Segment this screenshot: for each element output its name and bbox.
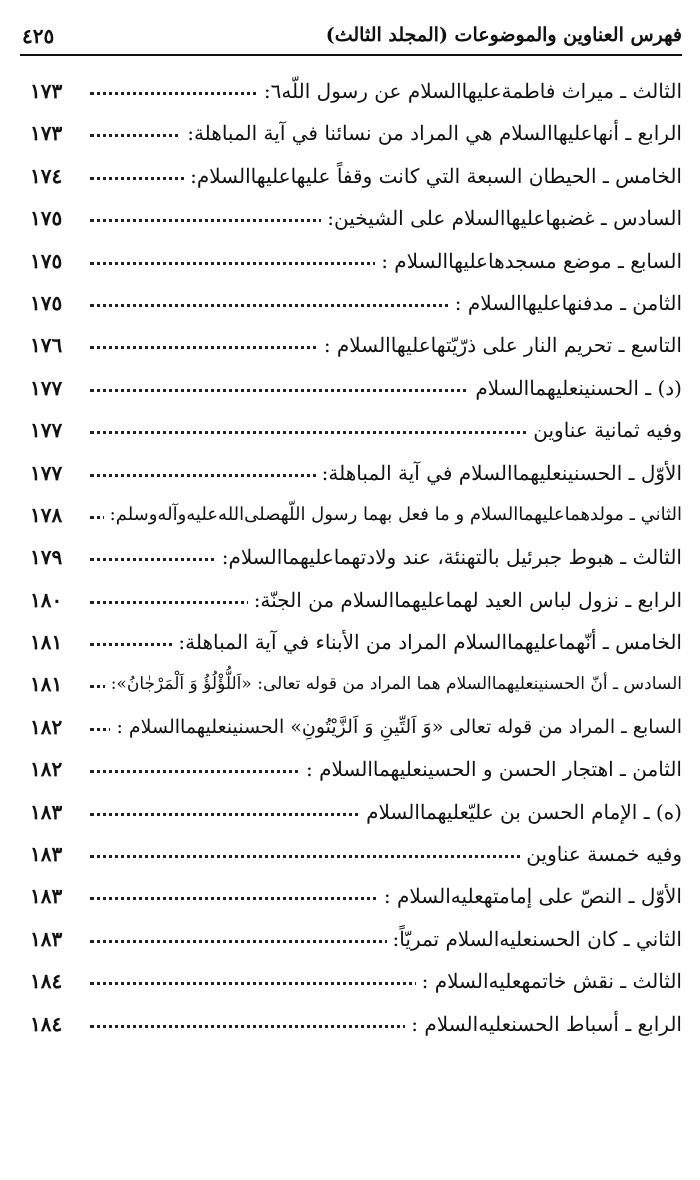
toc-entry	[30, 326, 682, 368]
toc-entry-page: ١٧٩	[30, 544, 70, 570]
toc-entry	[30, 665, 682, 707]
toc-entry-page: ١٨٢	[30, 714, 70, 740]
toc-entry	[30, 793, 682, 835]
toc-entry-page: ١٨٣	[30, 799, 70, 825]
toc-entry-title: الخامس ـ أنّهماعليهما‌السلام المراد من الأبناء في آية المباهلة:	[172, 629, 682, 655]
toc-entry	[30, 284, 682, 326]
toc-entry-page: ١٨٢	[30, 756, 70, 782]
toc-entry	[30, 962, 682, 1004]
toc-entry	[30, 114, 682, 156]
toc-entry	[30, 581, 682, 623]
toc-entry	[30, 242, 682, 284]
toc-entry-page: ١٨١	[30, 629, 70, 655]
toc-entry-page: ١٨٠	[30, 587, 70, 613]
toc-entry-title: الثامن ـ مدفنهاعليها‌السلام :	[449, 290, 682, 316]
toc-entry-page: ١٧٣	[30, 78, 70, 104]
toc-entry-page: ١٧٤	[30, 163, 70, 189]
toc-entry-page: ١٨٤	[30, 968, 70, 994]
toc-entry	[30, 72, 682, 114]
toc-entry-page: ١٧٧	[30, 375, 70, 401]
toc-entry-title: السابع ـ المراد من قوله تعالى «وَ اَلتِّينِ وَ اَلزَّيْتُونِ» الحسنينعليهما‌السلام :	[110, 714, 682, 740]
toc-entry-title: التاسع ـ تحريم النار على ذرّيّتهاعليها‌السلام :	[318, 332, 682, 358]
page-header	[20, 14, 682, 56]
toc-entry-title: الثاني ـ مولدهماعليهما‌السلام و ما فعل بهما رسول اللّهصلى‌الله‌عليه‌وآله‌وسلم:	[104, 502, 682, 528]
toc-entry	[30, 877, 682, 919]
toc-entry-title: الخامس ـ الحيطان السبعة التي كانت وقفاً عليهاعليها‌السلام:	[184, 163, 682, 189]
running-title: فهرس العناوين والموضوعات (المجلد الثالث)	[325, 24, 682, 46]
toc-entry-page: ١٧٨	[30, 502, 70, 528]
toc-entry-title: السادس ـ غضبهاعليها‌السلام على الشيخين:	[321, 205, 682, 231]
table-of-contents	[30, 72, 682, 1047]
page-number: ٤٢٥	[22, 24, 55, 48]
toc-entry-page: ١٧٥	[30, 248, 70, 274]
toc-entry-title: الثالث ـ هبوط جبرئيل بالتهنئة، عند ولادتهماعليهما‌السلام:	[216, 544, 682, 570]
toc-entry-page: ١٧٣	[30, 120, 70, 146]
toc-entry-title: (د) ـ الحسنينعليهما‌السلام	[469, 375, 682, 401]
toc-entry	[30, 623, 682, 665]
toc-entry-page: ١٨٣	[30, 883, 70, 909]
toc-entry	[30, 920, 682, 962]
toc-entry-title: الثاني ـ كان الحسنعليه‌السلام تمريّاً:	[387, 926, 682, 952]
toc-entry-title: الرابع ـ نزول لباس العيد لهماعليهما‌السلام من الجنّة:	[248, 587, 682, 613]
toc-entry	[30, 454, 682, 496]
toc-entry-title: الثامن ـ اهتجار الحسن و الحسينعليهما‌السلام :	[300, 756, 682, 782]
toc-entry-page: ١٨٣	[30, 841, 70, 867]
toc-entry	[30, 1005, 682, 1047]
toc-entry	[30, 369, 682, 411]
toc-entry-page: ١٨٤	[30, 1011, 70, 1037]
toc-entry-title: الثالث ـ نقش خاتمهعليه‌السلام :	[416, 968, 682, 994]
toc-entry-title: (ه) ـ الإمام الحسن بن عليّعليهما‌السلام	[360, 799, 682, 825]
toc-entry-page: ١٧٧	[30, 417, 70, 443]
toc-entry-page: ١٨١	[30, 671, 70, 697]
toc-entry	[30, 199, 682, 241]
toc-entry-title: السادس ـ أنّ الحسنينعليهما‌السلام هما المراد من قوله تعالى: «اَللُّؤْلُؤُ وَ اَلْمَرْجٰانُ»:	[105, 671, 682, 697]
toc-entry-title: الأوّل ـ النصّ على إمامتهعليه‌السلام :	[378, 883, 682, 909]
toc-entry-page: ١٧٦	[30, 332, 70, 358]
toc-entry-title: وفيه خمسة عناوين	[520, 841, 682, 867]
toc-entry	[30, 411, 682, 453]
toc-entry-title: وفيه ثمانية عناوين	[527, 417, 682, 443]
toc-entry	[30, 835, 682, 877]
toc-entry-title: الأوّل ـ الحسنينعليهما‌السلام في آية المباهلة:	[316, 460, 682, 486]
toc-entry-title: الرابع ـ أنهاعليها‌السلام هي المراد من نسائنا في آية المباهلة:	[181, 120, 682, 146]
toc-entry	[30, 538, 682, 580]
toc-entry-title: السابع ـ موضع مسجدهاعليها‌السلام :	[375, 248, 682, 274]
toc-entry-title: الرابع ـ أسباط الحسنعليه‌السلام :	[405, 1011, 682, 1037]
toc-entry	[30, 750, 682, 792]
toc-entry	[30, 708, 682, 750]
toc-entry	[30, 157, 682, 199]
toc-entry-page: ١٧٧	[30, 460, 70, 486]
toc-entry-title: الثالث ـ ميراث فاطمةعليها‌السلام عن رسول اللّه٦:	[258, 78, 682, 104]
toc-entry	[30, 496, 682, 538]
toc-entry-page: ١٧٥	[30, 290, 70, 316]
toc-entry-page: ١٧٥	[30, 205, 70, 231]
toc-entry-page: ١٨٣	[30, 926, 70, 952]
